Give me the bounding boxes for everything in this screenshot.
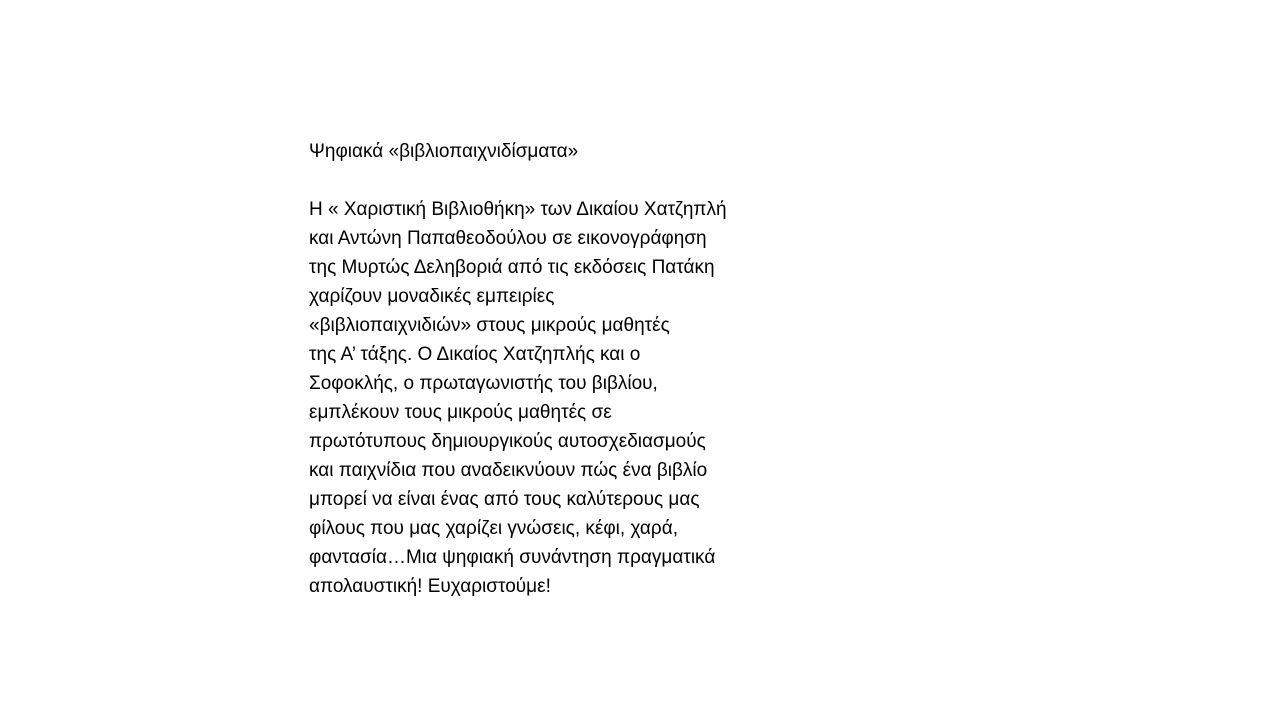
body-line: εμπλέκουν τους μικρούς μαθητές σε xyxy=(309,402,612,423)
text-block xyxy=(309,137,829,601)
body-line: απολαυστική! Ευχαριστούμε! xyxy=(309,576,551,597)
slide-title: Ψηφιακά «βιβλιοπαιχνιδίσματα» xyxy=(309,141,579,162)
blank-line xyxy=(309,166,829,195)
body-line: Σοφοκλής, ο πρωταγωνιστής του βιβλίου, xyxy=(309,373,658,394)
body-line: της Μυρτώς Δεληβοριά από τις εκδόσεις Πατάκη xyxy=(309,257,715,278)
body-line: χαρίζουν μοναδικές εμπειρίες xyxy=(309,286,555,307)
body-line: φίλους που μας χαρίζει γνώσεις, κέφι, χαρά, xyxy=(309,518,678,539)
body-line: πρωτότυπους δημιουργικούς αυτοσχεδιασμούς xyxy=(309,431,706,452)
body-line: της Α’ τάξης. Ο Δικαίος Χατζηπλής και ο xyxy=(309,344,641,365)
body-line: και Αντώνη Παπαθεοδούλου σε εικονογράφηση xyxy=(309,228,707,249)
body-line: «βιβλιοπαιχνιδιών» στους μικρούς μαθητές xyxy=(309,315,670,336)
body-line: μπορεί να είναι ένας από τους καλύτερους μας xyxy=(309,489,700,510)
body-line: και παιχνίδια που αναδεικνύουν πώς ένα βιβλίο xyxy=(309,460,708,481)
body-line: Η « Χαριστική Βιβλιοθήκη» των Δικαίου Χατζηπλή xyxy=(309,199,727,220)
body-line: φαντασία…Μια ψηφιακή συνάντηση πραγματικά xyxy=(309,547,716,568)
